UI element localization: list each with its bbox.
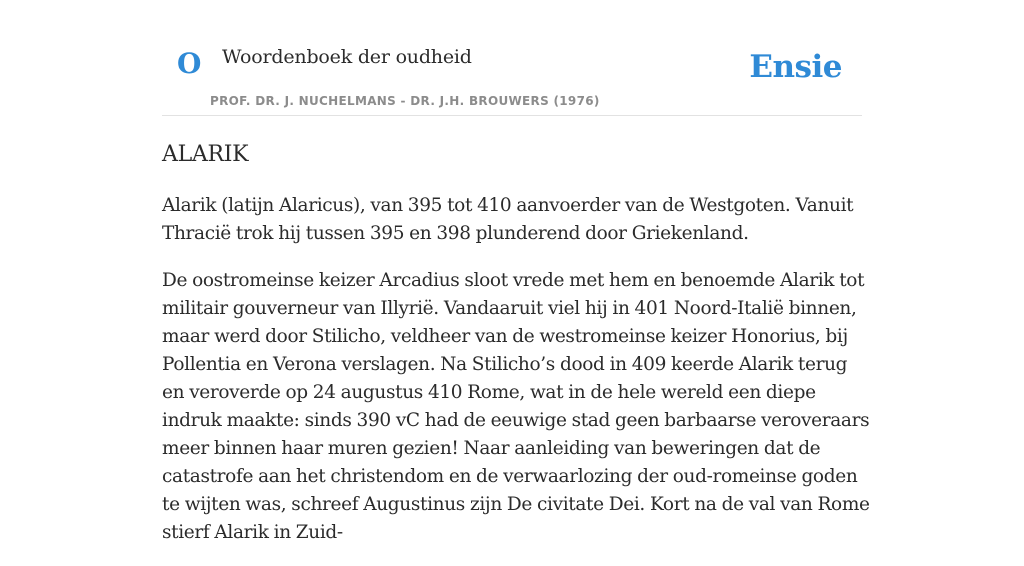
entry-paragraph: De oostromeinse keizer Arcadius sloot vrede met hem en benoemde Alarik tot militair gouverneur van Illyrië. Vandaaruit viel hij in 401 Noord-Italië binnen, maar werd door Stilicho, veldheer van de westromeinse keizer Honorius, bij Pollentia en Verona verslagen. Na Stilicho’s dood in 409 keerde Alarik terug en veroverde op 24 augustus 410 Rome, wat in de hele wereld een diepe indruk maakte: sinds 390 vC had de eeuwige stad geen barbaarse veroveraars meer binnen haar muren gezien! Naar aanleiding van beweringen dat de catastrofe aan het christendom en de verwaarlozing der oud-romeinse goden te wijten was, schreef Augustinus zijn De civitate Dei. Kort na de val van Rome stierf Alarik in Zuid-	[162, 270, 870, 543]
entry-content	[162, 140, 872, 566]
section-letter-icon: O	[177, 47, 202, 80]
book-title-link[interactable]: Woordenboek der oudheid	[222, 46, 472, 68]
entry-paragraph: Alarik (latijn Alaricus), van 395 tot 410 aanvoerder van de Westgoten. Vanuit Thracië trok hij tussen 395 en 398 plunderend door Griekenland.	[162, 195, 854, 244]
ensie-logo-link[interactable]: Ensie	[749, 49, 842, 85]
page-header	[162, 0, 862, 116]
entry-title: ALARIK	[162, 142, 249, 167]
book-authors: PROF. DR. J. NUCHELMANS - DR. J.H. BROUWERS (1976)	[210, 94, 600, 108]
